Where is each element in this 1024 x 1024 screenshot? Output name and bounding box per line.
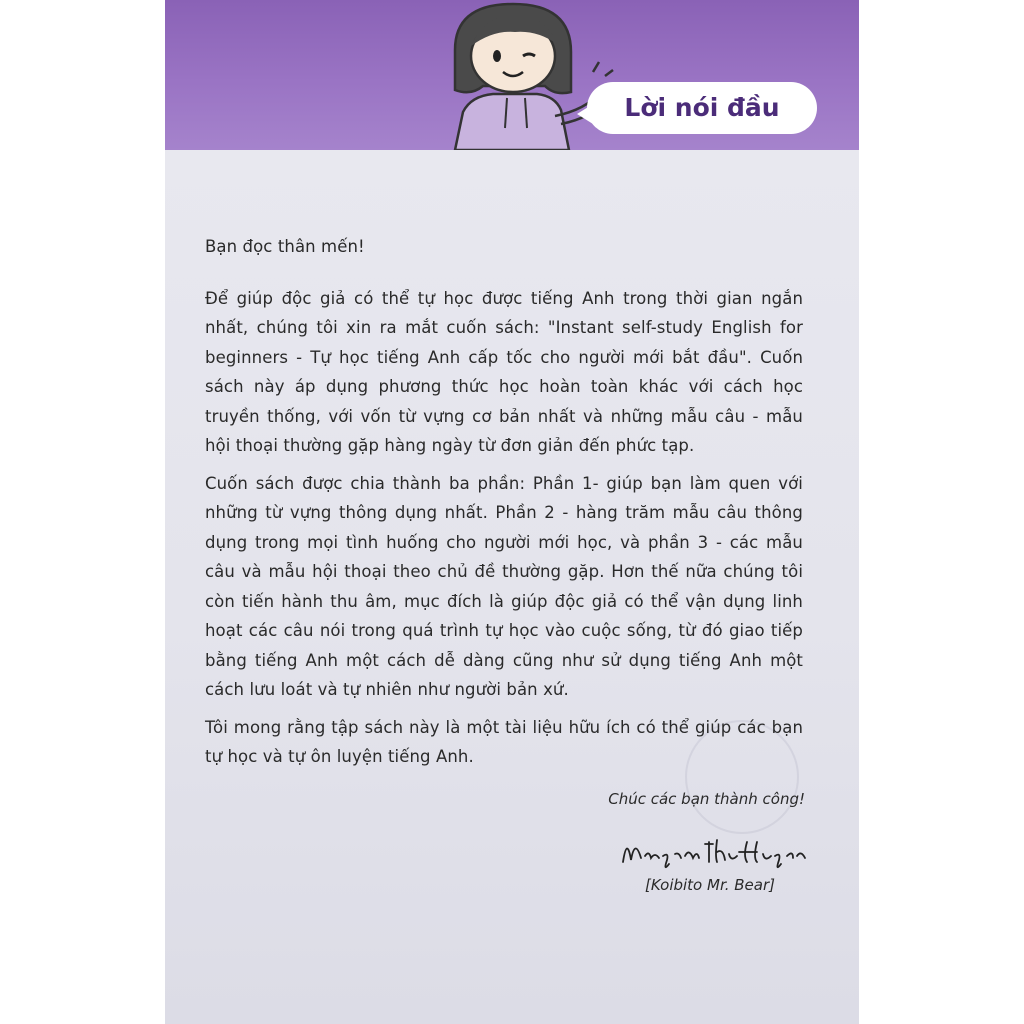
page-title: Lời nói đầu <box>624 93 780 122</box>
letter-greeting: Bạn đọc thân mến! <box>205 237 365 256</box>
book-page <box>165 0 859 1024</box>
handwritten-signature <box>617 822 817 882</box>
letter-paragraph-3: Tôi mong rằng tập sách này là một tài liệu hữu ích có thể giúp các bạn tự học và tự ôn luyện tiếng Anh. <box>205 717 803 766</box>
letter-paragraph-2: Cuốn sách được chia thành ba phần: Phần 1- giúp bạn làm quen với những từ vựng thông dụng nhất. Phần 2 - hàng trăm mẫu câu thông dụng trong mọi tình huống cho người mới học, và phần 3 - các mẫu câu và mẫu hội thoại theo chủ đề thường gặp. Hơn thế nữa chúng tôi còn tiến hành thu âm, mục đích là giúp độc giả có thể vận dụng linh hoạt các câu nói trong quá trình tự học vào cuộc sống, từ đó giao tiếp bằng tiếng Anh một cách dễ dàng cũng như sử dụng tiếng Anh một cách lưu loát và tự nhiên như người bản xứ. <box>205 473 803 699</box>
speech-bubble <box>587 82 817 134</box>
author-alias: [Koibito Mr. Bear] <box>644 876 775 894</box>
girl-waving-icon <box>415 0 615 150</box>
letter-body <box>205 232 803 780</box>
letter-closing: Chúc các bạn thành công! <box>608 790 805 808</box>
letter-paragraph-1: Để giúp độc giả có thể tự học được tiếng Anh trong thời gian ngắn nhất, chúng tôi xin ra mắt cuốn sách: "Instant self-study English for beginners - Tự học tiếng Anh cấp tốc cho người mới bắt đầu". Cuốn sách này áp dụng phương thức học hoàn toàn khác với cách học truyền thống, với vốn từ vựng cơ bản nhất và những mẫu câu - mẫu hội thoại thường gặp hàng ngày từ đơn giản đến phức tạp. <box>205 288 803 455</box>
